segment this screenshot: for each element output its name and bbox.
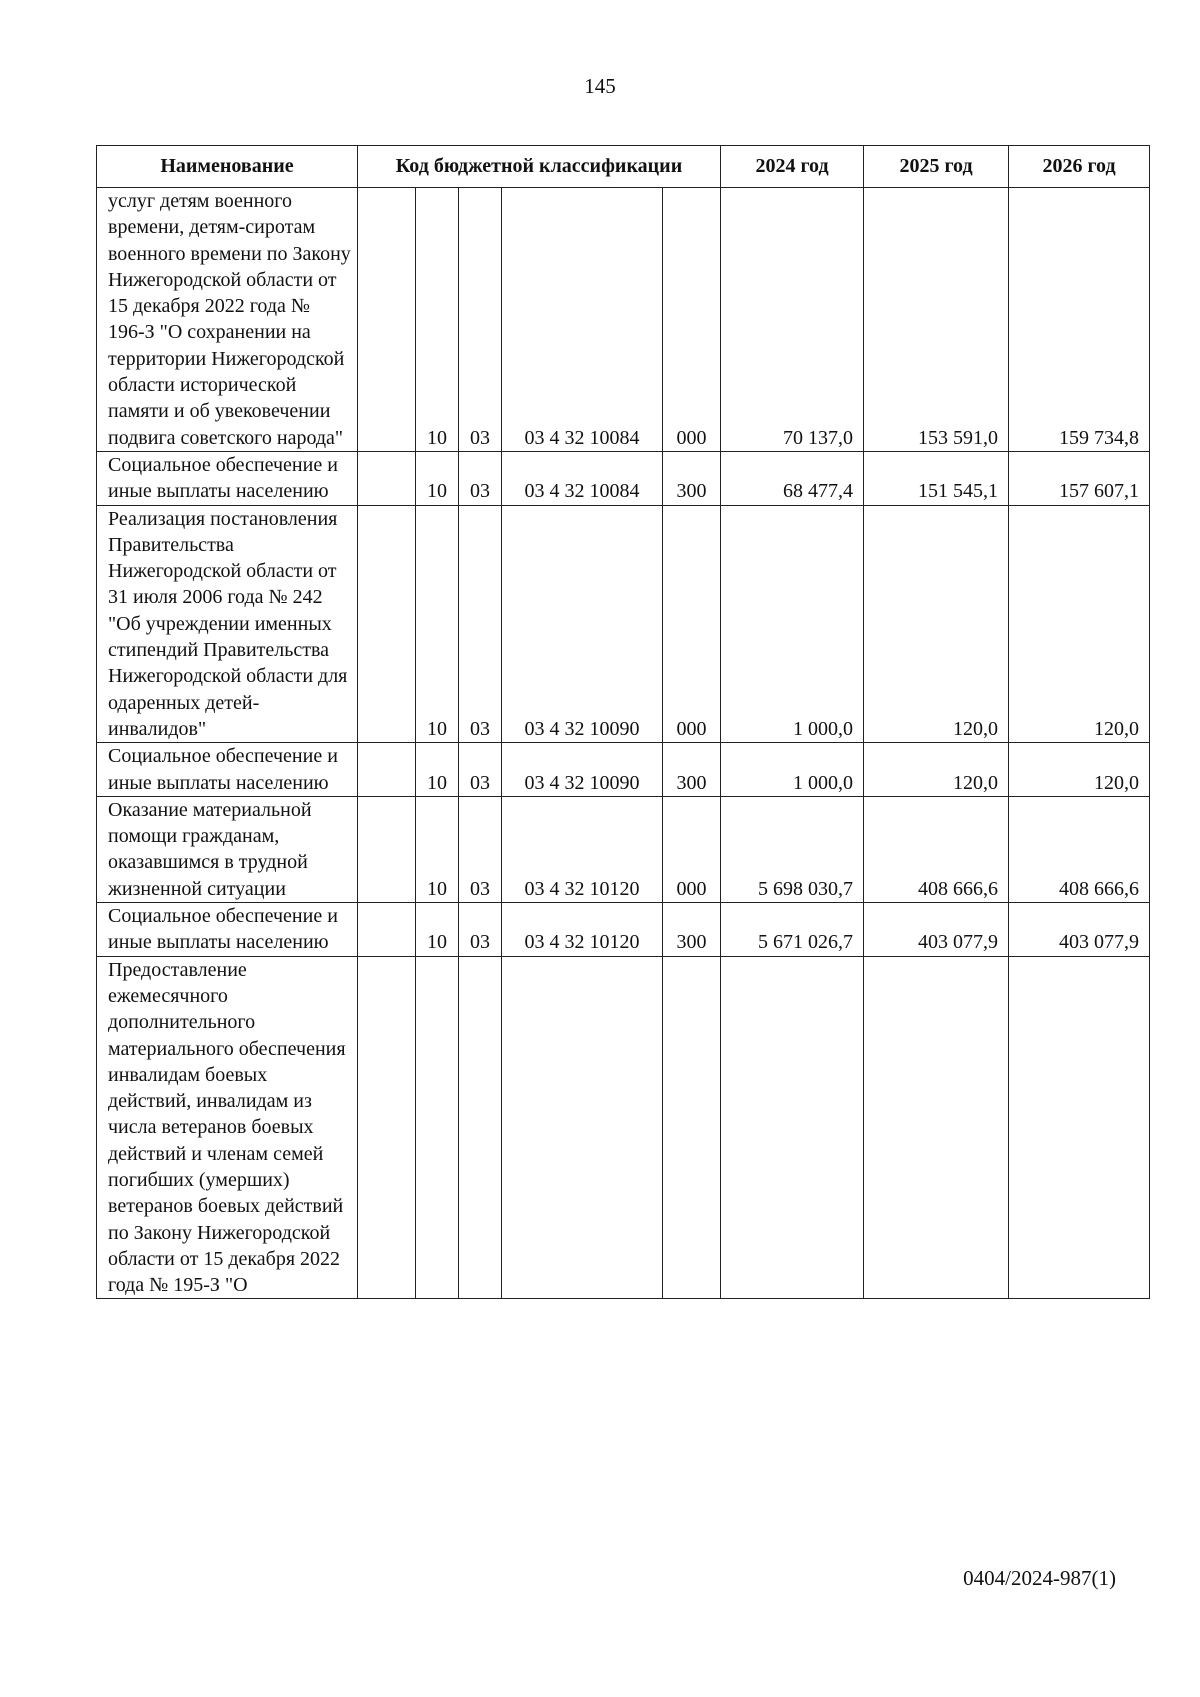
row-section: 10 bbox=[416, 796, 459, 902]
row-value-2026: 408 666,6 bbox=[1009, 796, 1150, 902]
row-value-2026: 403 077,9 bbox=[1009, 903, 1150, 957]
row-blank-code bbox=[358, 505, 416, 743]
row-expense-type: 300 bbox=[663, 743, 721, 797]
row-value-2024: 5 671 026,7 bbox=[721, 903, 864, 957]
table-row bbox=[97, 451, 1150, 505]
row-value-2024: 70 137,0 bbox=[721, 188, 864, 452]
row-expense-type bbox=[663, 956, 721, 1299]
row-expense-type: 000 bbox=[663, 188, 721, 452]
row-value-2024: 1 000,0 bbox=[721, 505, 864, 743]
row-subsection: 03 bbox=[459, 505, 502, 743]
row-value-2024: 5 698 030,7 bbox=[721, 796, 864, 902]
row-value-2025 bbox=[864, 956, 1009, 1299]
row-expense-type: 000 bbox=[663, 505, 721, 743]
table-row bbox=[97, 743, 1150, 797]
row-expense-type: 000 bbox=[663, 796, 721, 902]
header-code: Код бюджетной классификации bbox=[358, 146, 721, 188]
row-target-article: 03 4 32 10090 bbox=[502, 743, 663, 797]
row-blank-code bbox=[358, 903, 416, 957]
row-name: Оказание материальной помощи гражданам, оказавшимся в трудной жизненной ситуации bbox=[97, 796, 358, 902]
row-value-2025: 120,0 bbox=[864, 505, 1009, 743]
row-section: 10 bbox=[416, 743, 459, 797]
row-value-2025: 151 545,1 bbox=[864, 451, 1009, 505]
row-value-2025: 153 591,0 bbox=[864, 188, 1009, 452]
header-2024: 2024 год bbox=[721, 146, 864, 188]
row-value-2026: 120,0 bbox=[1009, 743, 1150, 797]
table-row bbox=[97, 956, 1150, 1299]
row-name: Социальное обеспечение и иные выплаты населению bbox=[97, 903, 358, 957]
row-blank-code bbox=[358, 743, 416, 797]
row-subsection: 03 bbox=[459, 796, 502, 902]
row-blank-code bbox=[358, 956, 416, 1299]
row-section: 10 bbox=[416, 903, 459, 957]
row-value-2025: 408 666,6 bbox=[864, 796, 1009, 902]
row-target-article bbox=[502, 956, 663, 1299]
row-value-2026 bbox=[1009, 956, 1150, 1299]
row-section: 10 bbox=[416, 505, 459, 743]
row-expense-type: 300 bbox=[663, 903, 721, 957]
table-row bbox=[97, 796, 1150, 902]
table-row bbox=[97, 903, 1150, 957]
row-subsection: 03 bbox=[459, 903, 502, 957]
row-value-2025: 403 077,9 bbox=[864, 903, 1009, 957]
header-name: Наименование bbox=[97, 146, 358, 188]
table-row bbox=[97, 505, 1150, 743]
row-blank-code bbox=[358, 188, 416, 452]
row-name: услуг детям военного времени, детям-сиротам военного времени по Закону Нижегородской области от 15 декабря 2022 года № 196-З "О сохранении на территории Нижегородской области исторической памяти и об увековечении подвига советского народа" bbox=[97, 188, 358, 452]
row-target-article: 03 4 32 10084 bbox=[502, 451, 663, 505]
row-subsection: 03 bbox=[459, 188, 502, 452]
row-name: Предоставление ежемесячного дополнительного материального обеспечения инвалидам боевых действий, инвалидам из числа ветеранов боевых действий и членам семей погибших (умерших) ветеранов боевых действий по Закону Нижегородской области от 15 декабря 2022 года № 195-З "О bbox=[97, 956, 358, 1299]
document-number: 0404/2024-987(1) bbox=[963, 1566, 1116, 1590]
row-value-2024: 1 000,0 bbox=[721, 743, 864, 797]
row-target-article: 03 4 32 10090 bbox=[502, 505, 663, 743]
row-subsection bbox=[459, 956, 502, 1299]
row-section: 10 bbox=[416, 188, 459, 452]
row-target-article: 03 4 32 10084 bbox=[502, 188, 663, 452]
row-target-article: 03 4 32 10120 bbox=[502, 796, 663, 902]
row-name: Социальное обеспечение и иные выплаты населению bbox=[97, 451, 358, 505]
row-value-2026: 157 607,1 bbox=[1009, 451, 1150, 505]
page-number: 145 bbox=[584, 74, 616, 98]
table-row bbox=[97, 188, 1150, 452]
header-2026: 2026 год bbox=[1009, 146, 1150, 188]
header-2025: 2025 год bbox=[864, 146, 1009, 188]
row-blank-code bbox=[358, 796, 416, 902]
row-blank-code bbox=[358, 451, 416, 505]
row-target-article: 03 4 32 10120 bbox=[502, 903, 663, 957]
row-expense-type: 300 bbox=[663, 451, 721, 505]
row-value-2026: 120,0 bbox=[1009, 505, 1150, 743]
row-value-2024: 68 477,4 bbox=[721, 451, 864, 505]
table-header-row bbox=[97, 146, 1150, 188]
row-subsection: 03 bbox=[459, 743, 502, 797]
row-value-2025: 120,0 bbox=[864, 743, 1009, 797]
row-section: 10 bbox=[416, 451, 459, 505]
row-name: Реализация постановления Правительства Нижегородской области от 31 июля 2006 года № 242 "Об учреждении именных стипендий Правительства Нижегородской области для одаренных детей-инвалидов" bbox=[97, 505, 358, 743]
row-subsection: 03 bbox=[459, 451, 502, 505]
budget-table bbox=[96, 145, 1150, 1299]
row-value-2026: 159 734,8 bbox=[1009, 188, 1150, 452]
row-section bbox=[416, 956, 459, 1299]
row-value-2024 bbox=[721, 956, 864, 1299]
row-name: Социальное обеспечение и иные выплаты населению bbox=[97, 743, 358, 797]
